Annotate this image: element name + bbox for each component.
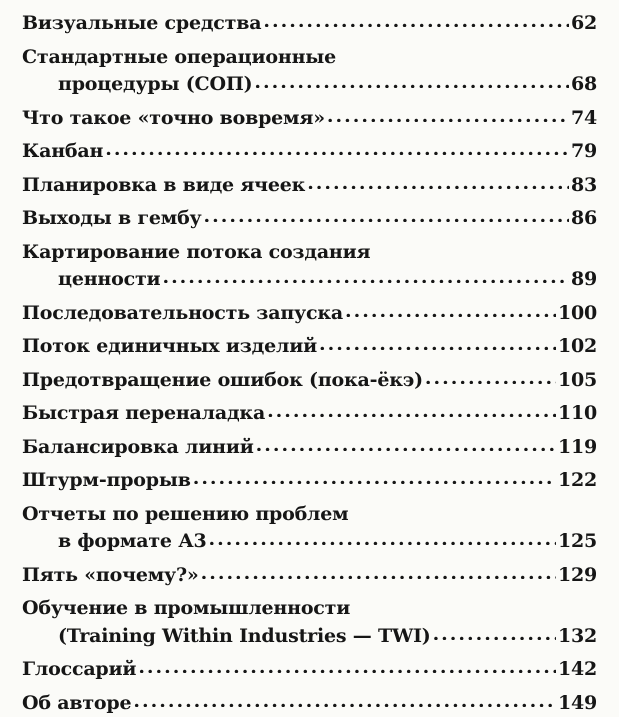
toc-entry-row: [22, 300, 597, 328]
toc-entry-row: [22, 105, 597, 133]
leader-dots: [345, 298, 556, 317]
toc-entry-row: [22, 367, 597, 395]
toc-entry-title: Об авторе: [22, 690, 131, 717]
toc-entry-row: [22, 434, 597, 462]
toc-entry-page: 122: [558, 467, 597, 495]
leader-dots: [425, 365, 556, 384]
toc-entry-title-line1: Обучение в промышленности: [22, 595, 597, 623]
toc-entry-title: Выходы в гембу: [22, 205, 202, 233]
toc-entry-title: ценности: [58, 266, 160, 294]
leader-dots: [307, 170, 569, 189]
toc-entry-title: Планировка в виде ячеек: [22, 172, 305, 200]
toc-entry: [22, 656, 597, 684]
toc-entry-page: 100: [558, 300, 597, 328]
leader-dots: [327, 103, 569, 122]
leader-dots: [105, 136, 569, 155]
toc-entry-row: [22, 205, 597, 233]
toc-entry-title-line1: Стандартные операционные: [22, 44, 597, 72]
table-of-contents: [22, 10, 597, 717]
toc-entry-title-line1: Картирование потока создания: [22, 239, 597, 267]
toc-entry-page: 125: [558, 528, 597, 556]
leader-dots: [193, 465, 556, 484]
toc-entry-page: 86: [571, 205, 597, 233]
toc-entry-row: [22, 467, 597, 495]
toc-entry-page: 68: [571, 71, 597, 99]
leader-dots: [138, 654, 556, 673]
toc-entry: [22, 105, 597, 133]
toc-entry-title: Предотвращение ошибок (пока-ёкэ): [22, 367, 423, 395]
toc-entry-title: Канбан: [22, 138, 103, 166]
toc-entry: [22, 367, 597, 395]
toc-entry-page: 62: [571, 10, 597, 38]
leader-dots: [201, 560, 556, 579]
toc-entry-row: [22, 400, 597, 428]
toc-entry: [22, 10, 597, 38]
toc-entry: [22, 239, 597, 294]
toc-entry-page: 119: [558, 434, 597, 462]
toc-entry-title: Визуальные средства: [22, 10, 261, 38]
toc-entry: [22, 467, 597, 495]
toc-entry-row: [22, 656, 597, 684]
toc-entry-page: 79: [571, 138, 597, 166]
toc-entry-row: [22, 690, 597, 717]
toc-entry-page: 83: [571, 172, 597, 200]
toc-entry-title: процедуры (СОП): [58, 71, 252, 99]
toc-entry-page: 89: [571, 266, 597, 294]
toc-entry-row: [22, 266, 597, 294]
toc-entry-row: [22, 10, 597, 38]
leader-dots: [267, 398, 556, 417]
toc-entry-page: 105: [558, 367, 597, 395]
leader-dots: [256, 432, 556, 451]
leader-dots: [254, 69, 569, 88]
leader-dots: [263, 8, 569, 27]
leader-dots: [162, 264, 569, 283]
toc-entry-title: Что такое «точно вовремя»: [22, 105, 325, 133]
toc-entry: [22, 562, 597, 590]
leader-dots: [204, 203, 569, 222]
toc-entry: [22, 300, 597, 328]
toc-entry: [22, 138, 597, 166]
toc-entry-page: 102: [558, 333, 597, 361]
leader-dots: [319, 331, 556, 350]
toc-entry-page: 110: [558, 400, 597, 428]
toc-entry: [22, 44, 597, 99]
toc-entry-title-line1: Отчеты по решению проблем: [22, 501, 597, 529]
leader-dots: [433, 621, 556, 640]
toc-entry-title: Балансировка линий: [22, 434, 254, 462]
toc-entry-page: 74: [571, 105, 597, 133]
toc-entry-page: 142: [558, 656, 597, 684]
toc-entry-page: 149: [558, 690, 597, 717]
toc-entry: [22, 595, 597, 650]
toc-entry-row: [22, 333, 597, 361]
toc-entry-title: Штурм-прорыв: [22, 467, 191, 495]
toc-entry-title: Быстрая переналадка: [22, 400, 265, 428]
leader-dots: [209, 526, 556, 545]
toc-entry-row: [22, 528, 597, 556]
toc-entry: [22, 501, 597, 556]
toc-entry-title: (Training Within Industries — TWI): [58, 623, 431, 651]
toc-entry: [22, 333, 597, 361]
toc-entry-page: 132: [558, 623, 597, 651]
toc-entry-row: [22, 172, 597, 200]
toc-entry-row: [22, 623, 597, 651]
toc-entry-page: 129: [558, 562, 597, 590]
toc-entry: [22, 434, 597, 462]
toc-entry-row: [22, 71, 597, 99]
toc-entry-title: Глоссарий: [22, 656, 136, 684]
toc-entry: [22, 172, 597, 200]
toc-entry: [22, 205, 597, 233]
toc-entry-title: Последовательность запуска: [22, 300, 343, 328]
toc-entry-row: [22, 562, 597, 590]
toc-entry: [22, 690, 597, 717]
leader-dots: [133, 688, 556, 707]
toc-entry-title: Поток единичных изделий: [22, 333, 317, 361]
toc-entry-title: в формате А3: [58, 528, 207, 556]
toc-entry-row: [22, 138, 597, 166]
toc-entry-title: Пять «почему?»: [22, 562, 199, 590]
toc-entry: [22, 400, 597, 428]
